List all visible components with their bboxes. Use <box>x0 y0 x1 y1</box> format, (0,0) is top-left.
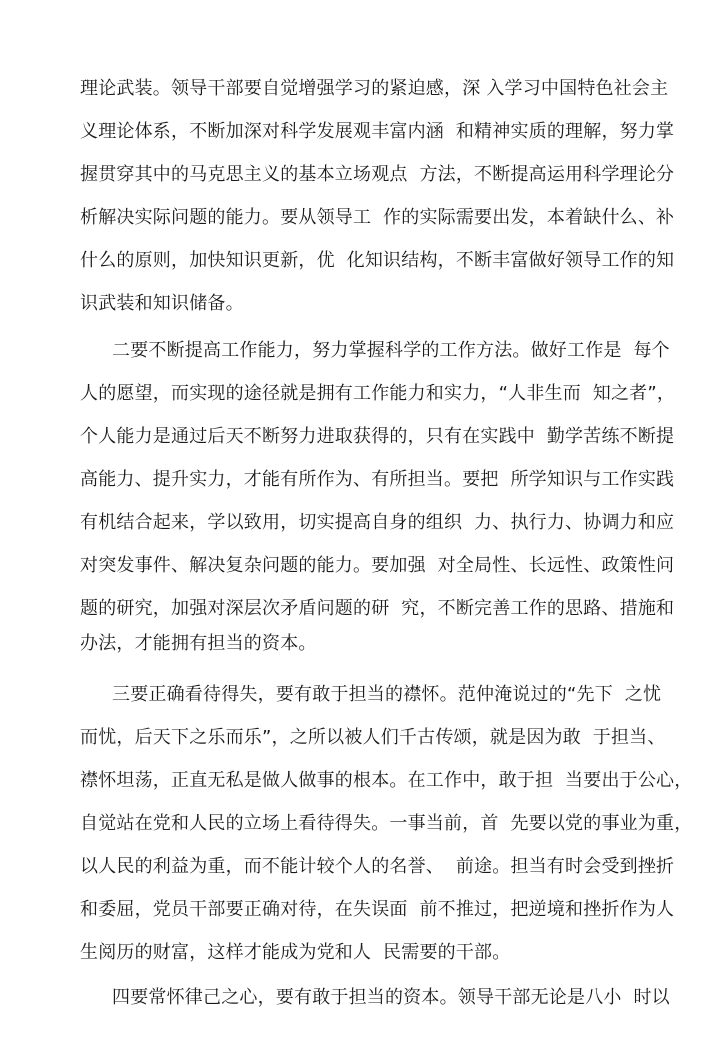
text-line-13: 题的研究，加强对深层次矛盾问题的研 究，不断完善工作的思路、措施和 <box>80 598 675 619</box>
text-line-17: 襟怀坦荡，正直无私是做人做事的根本。在工作中，敢于担 当要出于公心， <box>80 770 693 791</box>
text-line-6: 识武装和知识储备。 <box>80 293 244 314</box>
text-line-14: 办法，才能拥有担当的资本。 <box>80 633 317 654</box>
text-line-19: 以人民的利益为重，而不能计较个人的名誉、 前途。担当有时会受到挫折 <box>80 856 675 877</box>
text-line-3: 握贯穿其中的马克思主义的基本立场观点 方法，不断提高运用科学理论分 <box>80 164 675 185</box>
text-line-1: 理论武装。领导干部要自觉增强学习的紧迫感，深 入学习中国特色社会主 <box>80 78 669 99</box>
text-line-22: 四要常怀律己之心，要有敢于担当的资本。领导干部无论是八小 时以 <box>112 987 670 1008</box>
text-line-20: 和委屈，党员干部要正确对待，在失误面 前不推过，把逆境和挫折作为人 <box>80 899 675 920</box>
text-line-15: 三要正确看待得失，要有敢于担当的襟怀。范仲淹说过的“先下 之忧 <box>112 684 662 705</box>
text-line-7: 二要不断提高工作能力，努力掌握科学的工作方法。做好工作是 每个 <box>112 340 670 361</box>
text-line-8: 人的愿望，而实现的途径就是拥有工作能力和实力，“人非生而 知之者”， <box>80 383 676 404</box>
text-line-16: 而忧，后天下之乐而乐”，之所以被人们千古传颂，就是因为敢 于担当、 <box>80 727 666 748</box>
text-line-5: 什么的原则，加快知识更新，优 化知识结构，不断丰富做好领导工作的知 <box>80 250 675 271</box>
text-line-10: 高能力、提升实力，才能有所作为、有所担当。要把 所学知识与工作实践 <box>80 469 675 490</box>
text-line-9: 个人能力是通过后天不断努力进取获得的，只有在实践中 勤学苦练不断提 <box>80 426 675 447</box>
text-line-21: 生阅历的财富，这样才能成为党和人 民需要的干部。 <box>80 942 511 963</box>
text-line-2: 义理论体系，不断加深对科学发展观丰富内涵 和精神实质的理解，努力掌 <box>80 121 675 142</box>
text-line-18: 自觉站在党和人民的立场上看待得失。一事当前，首 先要以党的事业为重， <box>80 813 693 834</box>
text-line-4: 析解决实际问题的能力。要从领导工 作的实际需要出发，本着缺什么、补 <box>80 207 675 228</box>
text-line-12: 对突发事件、解决复杂问题的能力。要加强 对全局性、长远性、政策性问 <box>80 555 675 576</box>
text-line-11: 有机结合起来，学以致用，切实提高自身的组织 力、执行力、协调力和应 <box>80 512 675 533</box>
